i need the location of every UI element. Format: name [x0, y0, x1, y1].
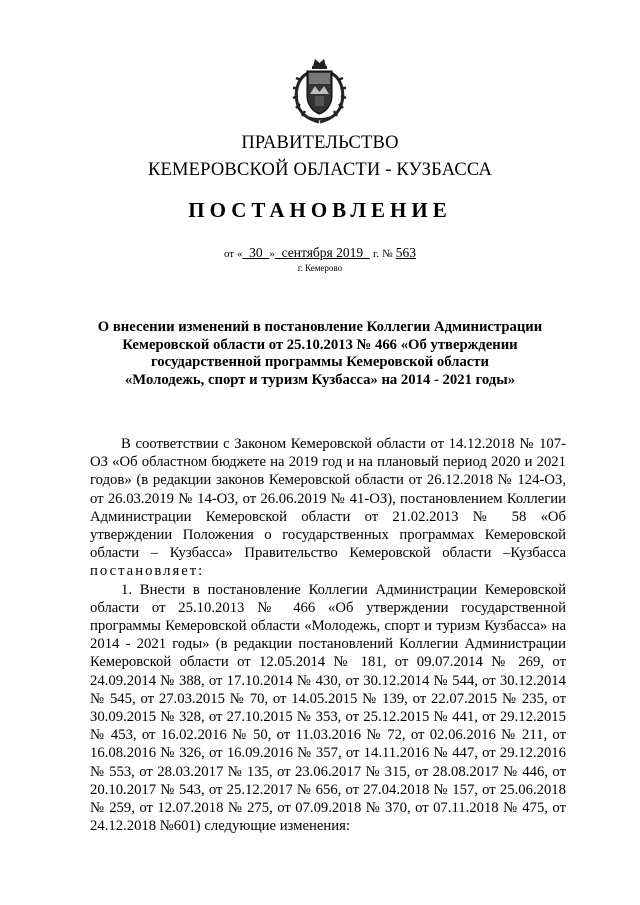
- subject-line: государственной программы Кемеровской области: [151, 354, 489, 370]
- body-paragraph-1: В соответствии с Законом Кемеровской области от 14.12.2018 № 107-ОЗ «Об областном бюджете на 2019 год и на плановый период 2020 и 2021 годов» (в редакции законов Кемеровской области от 26.12.2018 № 124-ОЗ, от 26.03.2019 № 14-ОЗ, от 26.06.2019 № 41-ОЗ), постановлением Коллегии Администрации Кемеровской области от 21.02.2013 № 58 «Об утверждении Положения о государственных программах Кемеровской области – Кузбасса» Правительство Кемеровской области –Кузбасса постановляет:: [90, 436, 566, 580]
- subject-line: «Молодежь, спорт и туризм Кузбасса» на 2014 - 2021 годы»: [124, 371, 516, 388]
- decree-number: 563: [395, 245, 417, 260]
- coat-of-arms-icon: [291, 56, 348, 124]
- decree-day: 30: [249, 245, 263, 260]
- date-prefix: от «: [223, 248, 243, 260]
- decree-city: г. Кемерово: [297, 263, 343, 273]
- subject-line: О внесении изменений в постановление Коллегии Администрации: [97, 319, 543, 335]
- decree-subject: [80, 319, 560, 389]
- year-suffix: г.: [373, 248, 380, 260]
- decree-verb: постановляет:: [90, 563, 205, 580]
- government-name-line2: КЕМЕРОВСКОЙ ОБЛАСТИ - КУЗБАССА: [147, 160, 493, 180]
- date-mid: »: [269, 248, 275, 260]
- document-title: ПОСТАНОВЛЕНИЕ: [188, 198, 452, 222]
- number-label: №: [382, 248, 393, 260]
- government-name-line1: ПРАВИТЕЛЬСТВО: [241, 133, 399, 153]
- subject-line: Кемеровской области от 25.10.2013 № 466 «Об утверждении: [122, 336, 518, 353]
- decree-month-year: сентября 2019: [281, 245, 364, 260]
- body-paragraph-2: 1. Внести в постановление Коллегии Администрации Кемеровской области от 25.10.2013 № 466 «Об утверждении государственной программы Кемеровской области «Молодежь, спорт и туризм Кузбасса» на 2014 - 2021 годы» (в редакции постановлений Коллегии Администрации Кемеровской области от 12.05.2014 № 181, от 09.07.2014 № 269, от 24.09.2014 № 388, от 17.10.2014 № 430, от 30.12.2014 № 544, от 30.12.2014 № 545, от 27.03.2015 № 70, от 14.05.2015 № 139, от 22.07.2015 № 235, от 30.09.2015 № 328, от 27.10.2015 № 353, от 25.12.2015 № 441, от 29.12.2015 № 453, от 16.02.2016 № 50, от 11.03.2016 № 72, от 02.06.2016 № 211, от 16.08.2016 № 326, от 16.09.2016 № 357, от 14.11.2016 № 447, от 29.12.2016 № 553, от 28.03.2017 № 135, от 23.06.2017 № 315, от 28.08.2017 № 446, от 20.10.2017 № 543, от 25.12.2017 № 656, от 27.04.2018 № 157, от 25.06.2018 № 259, от 12.07.2018 № 275, от 07.09.2018 № 370, от 07.11.2018 № 475, от 24.12.2018 №601) следующие изменения:: [90, 581, 566, 835]
- decree-date-line: [0, 245, 640, 261]
- decree-body: [90, 435, 566, 835]
